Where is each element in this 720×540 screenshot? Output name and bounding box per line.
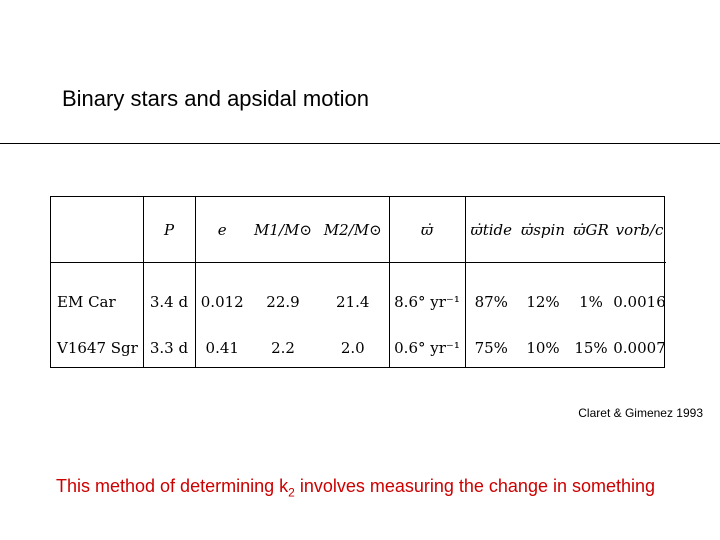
- cell-mass1: 22.9: [266, 292, 300, 311]
- cell-mass2: 21.4: [317, 263, 389, 329]
- cell-omega-spin: 12%: [526, 292, 560, 311]
- cell-omega-tide: 87%: [474, 292, 508, 311]
- cell-omega-dot: 0.6° yr⁻¹: [389, 328, 465, 367]
- header-period: P: [143, 197, 195, 263]
- question-after: involves measuring the change in something: [294, 476, 656, 496]
- header-star: [51, 197, 143, 263]
- cell-period: 3.3 d: [143, 328, 195, 367]
- cell-omega-dot: 8.6° yr⁻¹: [389, 263, 465, 329]
- header-mass1: M1/M⊙: [254, 220, 312, 239]
- cell-omega-tide: 75%: [474, 338, 508, 357]
- cell-star: EM Car: [51, 263, 143, 329]
- header-omega-tide: ϖ̇tide: [470, 220, 513, 239]
- cell-eccentricity: 0.41: [205, 338, 239, 357]
- table-header-row: [51, 197, 666, 263]
- cell-omega-gr: 1%: [579, 292, 603, 311]
- header-omega-gr: ϖ̇GR: [573, 220, 609, 239]
- header-vorb-c: vorb/c: [615, 220, 664, 239]
- table-row: [51, 263, 666, 329]
- cell-mass2: 2.0: [317, 328, 389, 367]
- question-text: [56, 476, 720, 500]
- slide-title: Binary stars and apsidal motion: [62, 86, 369, 111]
- header-mass2: M2/M⊙: [317, 197, 389, 263]
- title-divider: [0, 143, 720, 144]
- cell-mass1: 2.2: [271, 338, 295, 357]
- cell-omega-spin: 10%: [526, 338, 560, 357]
- table-row: [51, 328, 666, 367]
- question-before: This method of determining k: [56, 476, 289, 496]
- cell-vorb-c: 0.0007: [613, 338, 666, 357]
- cell-star: V1647 Sgr: [51, 328, 143, 367]
- cell-vorb-c: 0.0016: [613, 292, 666, 311]
- header-omega-spin: ϖ̇spin: [521, 220, 565, 239]
- cell-omega-gr: 15%: [574, 338, 608, 357]
- question-subscript: 2: [288, 485, 295, 500]
- citation: Claret & Gimenez 1993: [578, 406, 703, 420]
- header-omega-dot: ϖ̇: [389, 197, 465, 263]
- cell-period: 3.4 d: [143, 263, 195, 329]
- header-eccentricity: e: [217, 220, 227, 239]
- cell-eccentricity: 0.012: [200, 292, 244, 311]
- apsidal-motion-table: [50, 196, 665, 368]
